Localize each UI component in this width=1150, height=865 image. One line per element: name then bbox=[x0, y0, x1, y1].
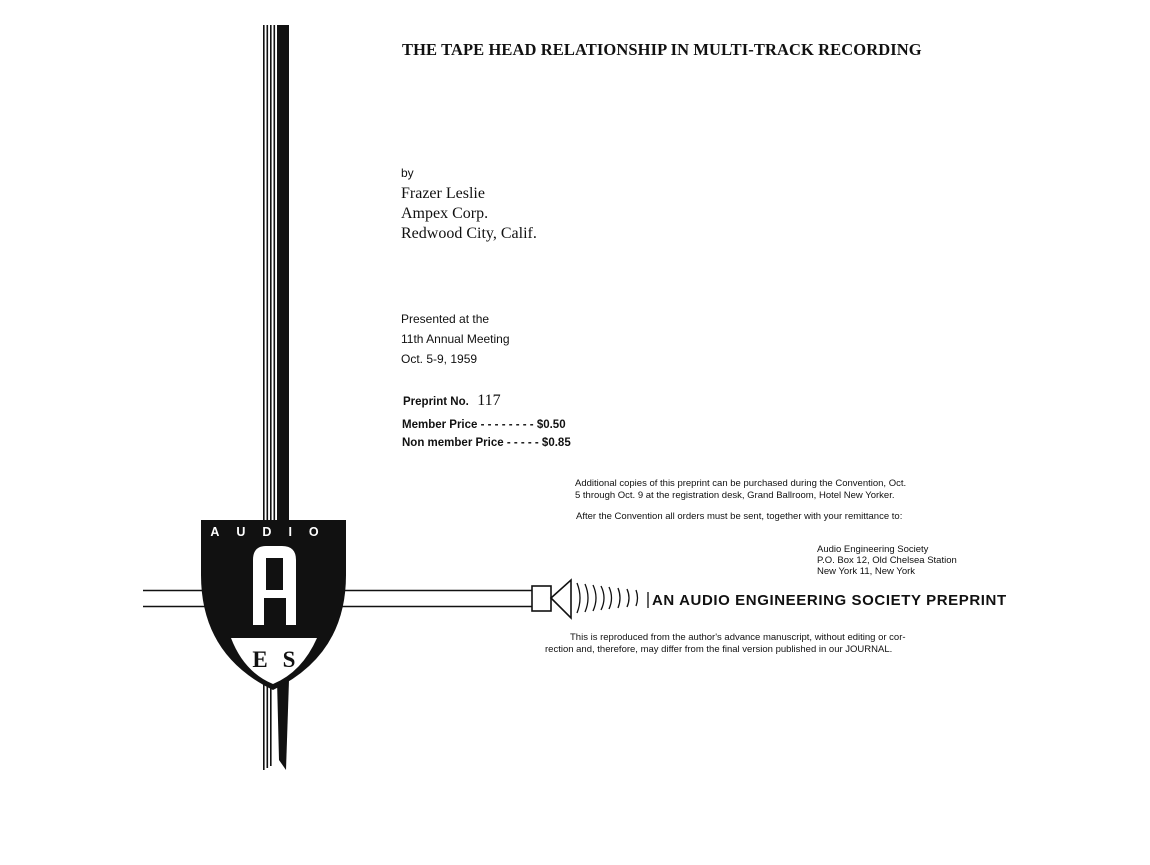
presented-line-1: Presented at the bbox=[401, 312, 490, 326]
disclaimer-line-1: This is reproduced from the author's advance manuscript, without editing or cor- bbox=[570, 632, 906, 643]
additional-copies-line-1: Additional copies of this preprint can be purchased during the Convention, Oct. bbox=[575, 478, 907, 489]
logo-letter-e: E bbox=[252, 647, 268, 672]
logo-audio-word: AUDIO bbox=[210, 525, 336, 539]
nonmember-price: Non member Price - - - - - $0.85 bbox=[402, 437, 571, 449]
preprint-number-row bbox=[403, 392, 501, 410]
presented-line-2: 11th Annual Meeting bbox=[401, 332, 510, 346]
by-label: by bbox=[401, 166, 414, 180]
disclaimer-line-2: rection and, therefore, may differ from the final version published in our JOURNAL. bbox=[545, 644, 893, 655]
after-convention-note: After the Convention all orders must be sent, together with your remittance to: bbox=[576, 511, 903, 522]
page-title: THE TAPE HEAD RELATIONSHIP IN MULTI-TRACK RECORDING bbox=[402, 40, 922, 59]
preprint-number: 117 bbox=[477, 392, 501, 409]
publication-line: AN AUDIO ENGINEERING SOCIETY PREPRINT bbox=[652, 592, 1007, 609]
logo-letter-s: S bbox=[282, 647, 296, 672]
author-city: Redwood City, Calif. bbox=[401, 225, 537, 242]
author-company: Ampex Corp. bbox=[401, 205, 489, 222]
presented-line-3: Oct. 5-9, 1959 bbox=[401, 352, 478, 366]
speaker-icon bbox=[532, 580, 571, 618]
address-line-3: New York 11, New York bbox=[817, 566, 916, 577]
shield-icon bbox=[201, 520, 346, 690]
member-price: Member Price - - - - - - - - $0.50 bbox=[402, 419, 566, 431]
preprint-label: Preprint No. bbox=[403, 396, 469, 408]
sound-waves-icon bbox=[577, 583, 648, 613]
address-line-2: P.O. Box 12, Old Chelsea Station bbox=[817, 555, 957, 566]
additional-copies-line-2: 5 through Oct. 9 at the registration desk, Grand Ballroom, Hotel New Yorker. bbox=[575, 490, 895, 501]
author-name: Frazer Leslie bbox=[401, 185, 485, 202]
address-line-1: Audio Engineering Society bbox=[817, 544, 929, 555]
